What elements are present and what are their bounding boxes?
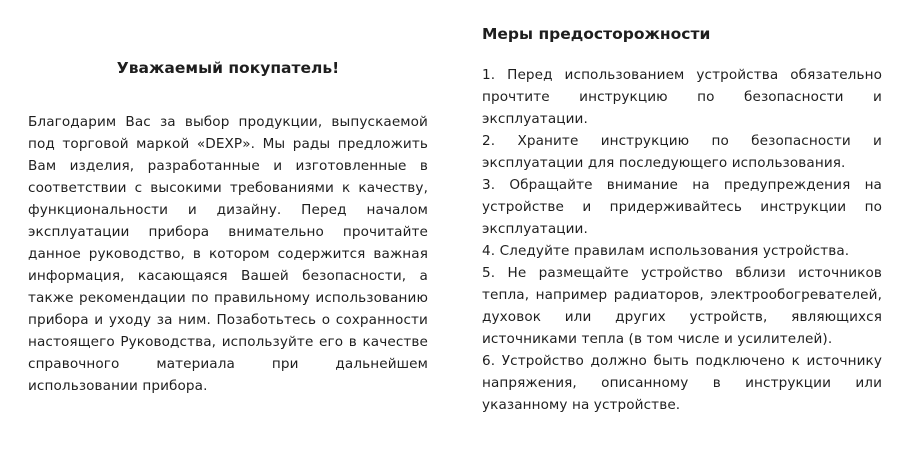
precaution-item-3: 3. Обращайте внимание на предупреждения на устройстве и придерживайтесь инструкции по эксплуатации. [482,177,882,237]
precaution-item-1: 1. Перед использованием устройства обязательно прочтите инструкцию по безопасности и эксплуатации. [482,67,882,127]
precautions-list [482,64,882,416]
precaution-item-4: 4. Следуйте правилам использования устройства. [482,243,850,259]
precautions-heading: Меры предосторожности [482,25,711,43]
greeting-paragraph: Благодарим Вас за выбор продукции, выпускаемой под торговой маркой «DEXP». Мы рады предложить Вам изделия, разработанные и изготовленные в соответствии с высокими требованиями к качеству, функциональности и дизайну. Перед началом эксплуатации прибора внимательно прочитайте данное руководство, в котором содержится важная информация, касающаяся Вашей безопасности, а также рекомендации по правильному использованию прибора и уходу за ним. Позаботьтесь о сохранности настоящего Руководства, используйте его в качестве справочного материала при дальнейшем использовании прибора. [28,114,428,394]
precaution-item-5: 5. Не размещайте устройство вблизи источников тепла, например радиаторов, электрообогревателей, духовок или других устройств, являющихся источниками тепла (в том числе и усилителей). [482,265,882,347]
precautions-column [482,24,882,416]
precaution-item-2: 2. Храните инструкцию по безопасности и эксплуатации для последующего использования. [482,133,882,171]
greeting-heading: Уважаемый покупатель! [116,59,340,77]
precaution-item-6: 6. Устройство должно быть подключено к источнику напряжения, описанному в инструкции или указанному на устройстве. [482,353,882,413]
greeting-column [28,58,428,397]
